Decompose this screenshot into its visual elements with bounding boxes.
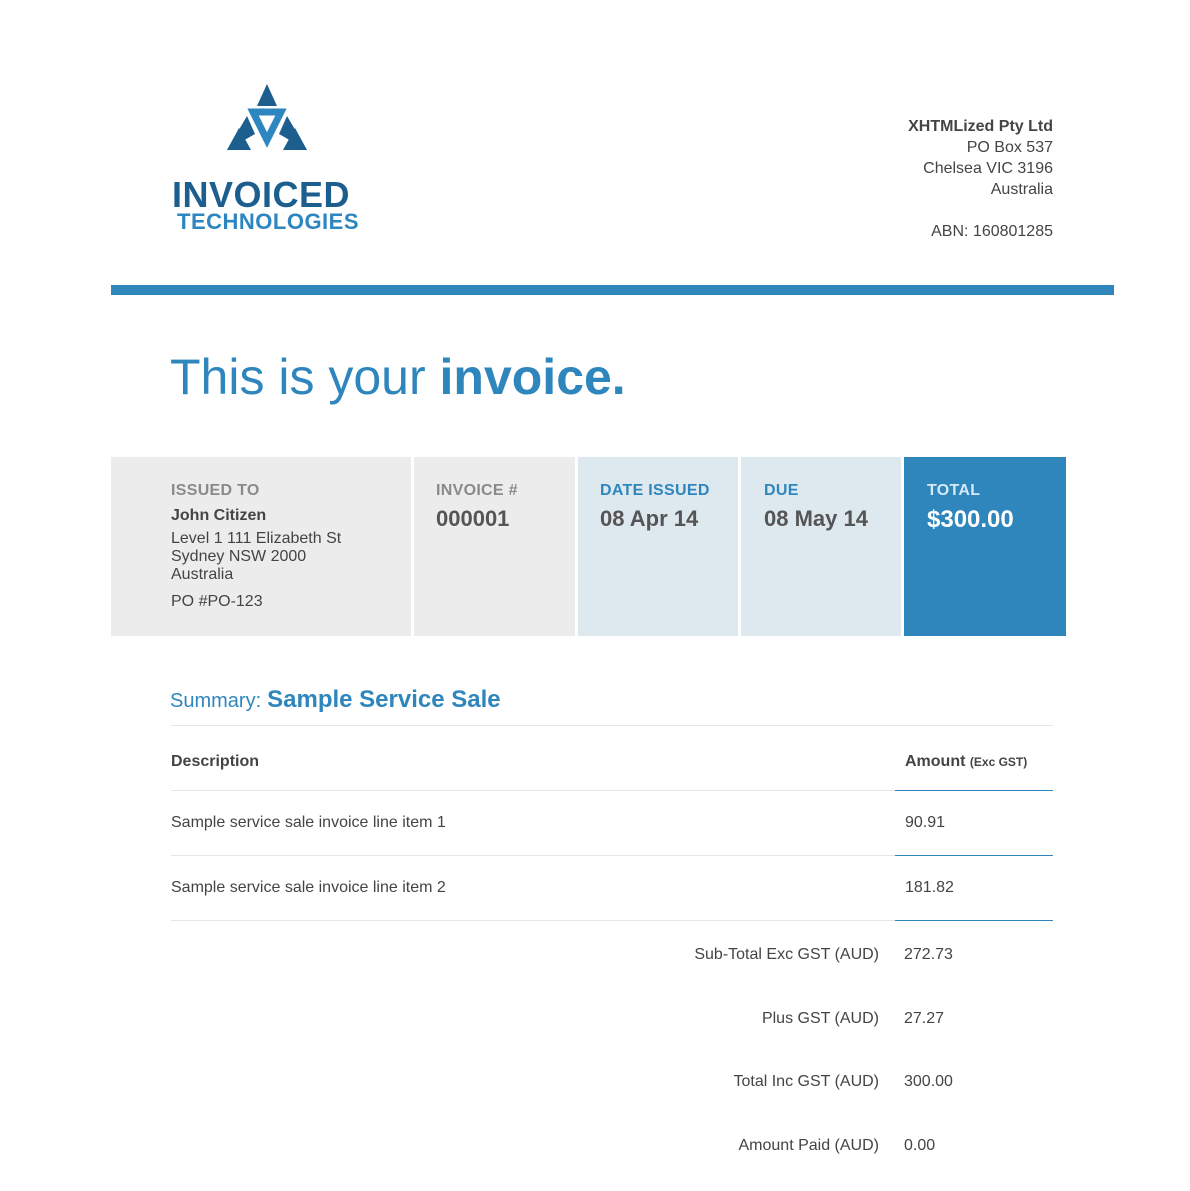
date-issued-panel — [578, 457, 738, 636]
column-header-amount-label: Amount — [905, 753, 966, 770]
due-date-value: 08 May 14 — [764, 506, 868, 531]
column-header-amount-note: (Exc GST) — [969, 755, 1028, 769]
page-title-emphasis: invoice. — [439, 349, 626, 405]
total-inc-gst-value: 300.00 — [904, 1073, 953, 1090]
page-title-lead: This is your — [170, 349, 440, 405]
summary-heading — [170, 686, 501, 714]
company-logo — [168, 80, 368, 240]
table-row — [171, 855, 1053, 920]
date-issued-value: 08 Apr 14 — [600, 506, 699, 531]
column-header-description: Description — [171, 753, 260, 770]
subtotal-value: 272.73 — [904, 946, 953, 963]
gst-value: 27.27 — [904, 1010, 945, 1027]
customer-country: Australia — [171, 566, 234, 583]
amount-paid-value: 0.00 — [904, 1137, 936, 1154]
gst-label: Plus GST (AUD) — [761, 1010, 879, 1027]
issued-to-label: ISSUED TO — [171, 482, 260, 499]
customer-name: John Citizen — [171, 507, 267, 524]
line-item-amount: 90.91 — [905, 814, 946, 831]
line-item-amount: 181.82 — [905, 879, 954, 896]
due-date-panel — [741, 457, 901, 636]
company-name: XHTMLized Pty Ltd — [908, 118, 1053, 135]
summary-divider — [171, 725, 1053, 726]
total-label: TOTAL — [927, 482, 981, 499]
logo-wordmark-primary: INVOICED — [172, 174, 351, 215]
summary-label: Summary: — [170, 690, 262, 712]
header-divider — [111, 285, 1114, 295]
row-divider-amount — [895, 790, 1053, 791]
invoice-number-value: 000001 — [436, 506, 510, 531]
total-inc-gst-label: Total Inc GST (AUD) — [733, 1073, 879, 1090]
row-divider — [171, 920, 895, 921]
company-address-line2: Chelsea VIC 3196 — [923, 160, 1053, 177]
invoice-number-panel — [414, 457, 575, 636]
row-divider — [171, 855, 895, 856]
company-abn: ABN: 160801285 — [931, 223, 1053, 240]
date-issued-label: DATE ISSUED — [600, 482, 710, 499]
amount-paid-label: Amount Paid (AUD) — [738, 1137, 879, 1154]
page-title — [170, 348, 626, 406]
due-date-label: DUE — [764, 482, 799, 499]
company-details — [908, 116, 1053, 242]
customer-address-line2: Sydney NSW 2000 — [171, 548, 307, 565]
subtotal-label: Sub-Total Exc GST (AUD) — [694, 946, 879, 963]
customer-address-line1: Level 1 111 Elizabeth St — [171, 530, 342, 547]
company-country: Australia — [990, 181, 1053, 198]
line-item-description: Sample service sale invoice line item 1 — [171, 814, 446, 831]
total-value: $300.00 — [927, 506, 1014, 533]
line-item-description: Sample service sale invoice line item 2 — [171, 879, 446, 896]
table-end-divider — [171, 920, 1053, 921]
total-panel — [904, 457, 1066, 636]
summary-value: Sample Service Sale — [267, 686, 501, 713]
customer-address — [171, 530, 411, 584]
company-address-line1: PO Box 537 — [966, 139, 1053, 156]
table-row — [171, 790, 1053, 855]
row-divider — [171, 790, 895, 791]
triangle-logo-icon — [225, 84, 309, 162]
issued-to-panel — [111, 457, 411, 636]
column-header-amount — [905, 753, 1027, 771]
logo-wordmark-secondary: TECHNOLOGIES — [177, 209, 360, 234]
row-divider-amount — [895, 920, 1053, 921]
invoice-number-label: INVOICE # — [436, 482, 518, 499]
purchase-order-number: PO #PO-123 — [171, 593, 263, 610]
row-divider-amount — [895, 855, 1053, 856]
